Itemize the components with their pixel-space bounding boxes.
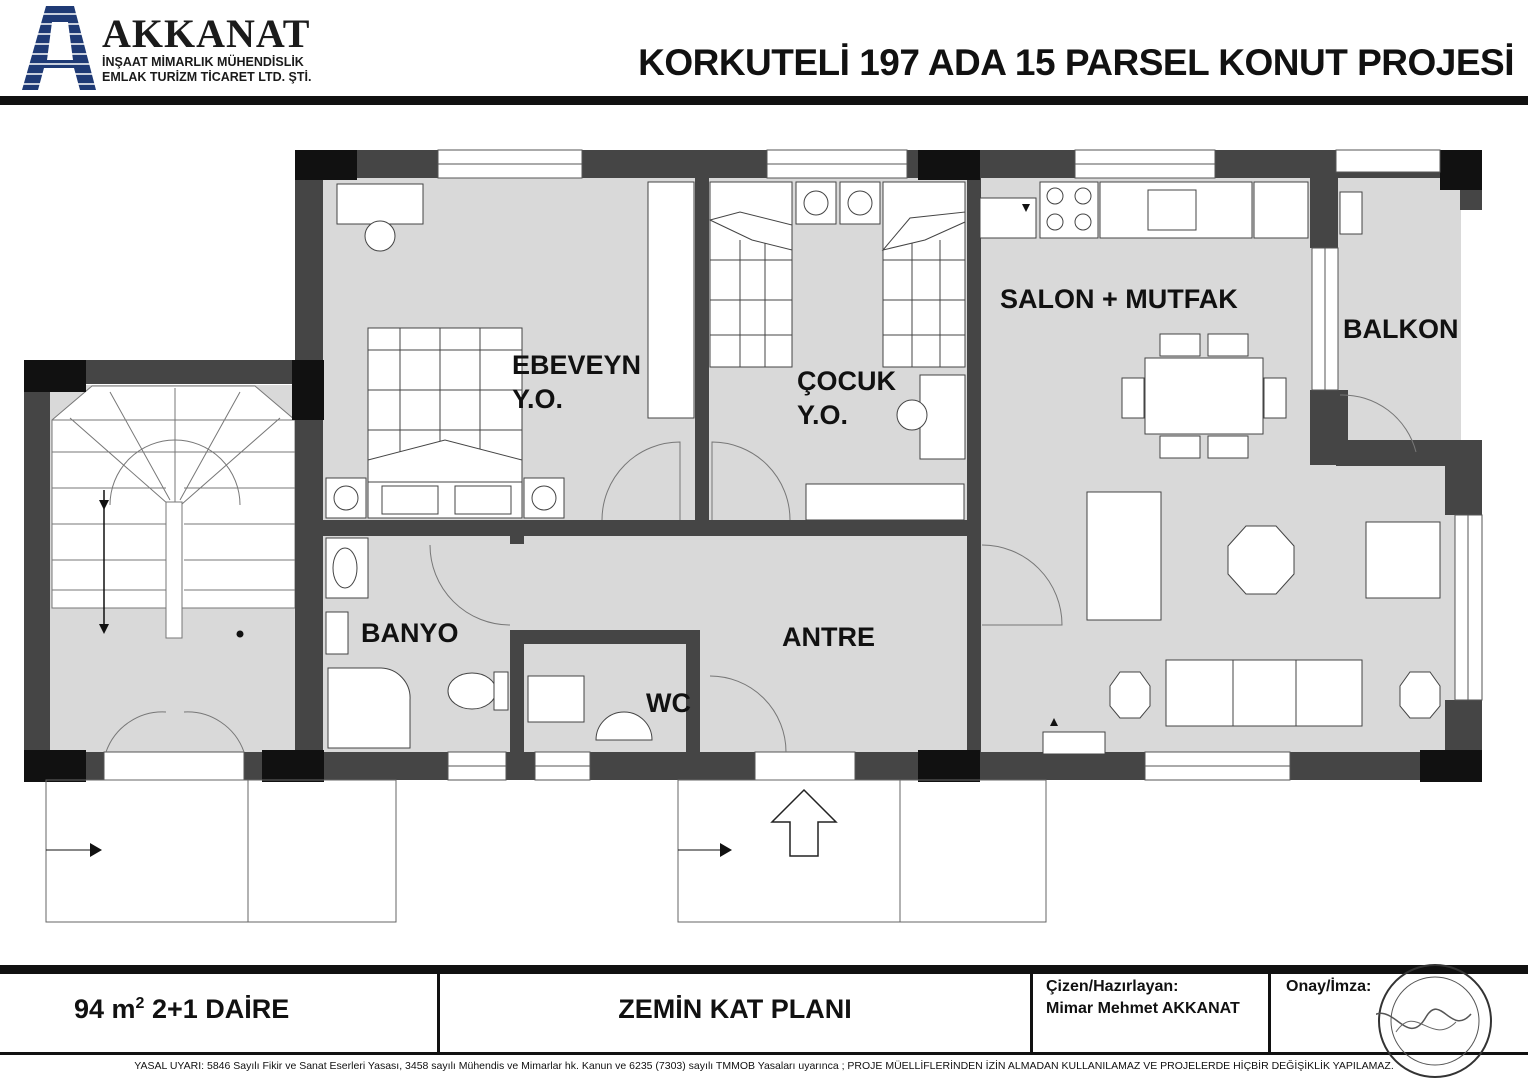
approval-label: Onay/İmza:	[1286, 978, 1372, 995]
entrance-arrow-icon	[772, 790, 836, 856]
room-label-cocuk	[797, 364, 896, 432]
logo-company-name: AKKANAT	[102, 11, 311, 56]
title-block-divider	[1268, 974, 1271, 1052]
drawn-by-label: Çizen/Hazırlayan:	[1046, 978, 1179, 995]
drawing-title: ZEMİN KAT PLANI	[618, 994, 852, 1024]
room-label-wc: WC	[646, 688, 691, 718]
title-block-bottom-rule	[0, 1052, 1528, 1055]
legal-notice: YASAL UYARI: 5846 Sayılı Fikir ve Sanat Eserleri Yasası, 3458 sayılı Mühendis ve Mimarlar hk. Kanun ve 6235 (7303) sayılı TMMOB Yasaları uyarınca ; PROJE MÜELLİFLERİNDEN İZİN ALMADAN KULLANILAMAZ VE PROJELERDE HİÇBİR DEĞİŞİKLİK YAPILAMAZ.	[134, 1060, 1394, 1072]
entrance-landings	[46, 780, 1046, 922]
title-block-divider	[1030, 974, 1033, 1052]
room-label-ebeveyn-line1: EBEVEYN	[512, 350, 642, 380]
room-label-antre: ANTRE	[782, 622, 875, 652]
logo-subtitle-line1: İNŞAAT MİMARLIK MÜHENDİSLİK	[102, 55, 304, 69]
title-block-top-rule	[0, 965, 1528, 974]
floor-plan-drawing	[0, 110, 1528, 960]
room-label-ebeveyn	[512, 348, 641, 416]
apartment-area-label	[74, 994, 289, 1025]
room-label-salon: SALON + MUTFAK	[1000, 284, 1238, 314]
staircase	[52, 386, 295, 638]
room-label-cocuk-line2: Y.O.	[797, 400, 849, 430]
arrow-right-icon	[90, 843, 102, 857]
drawn-by-name: Mimar Mehmet AKKANAT	[1046, 1000, 1240, 1017]
company-logo	[22, 4, 352, 92]
project-title: KORKUTELİ 197 ADA 15 PARSEL KONUT PROJESİ	[638, 42, 1514, 83]
area-superscript: 2	[135, 995, 145, 1012]
header-divider	[0, 96, 1528, 105]
arrow-right-icon	[720, 843, 732, 857]
room-label-banyo: BANYO	[361, 618, 459, 648]
room-label-cocuk-line1: ÇOCUK	[797, 366, 896, 396]
logo-a-icon	[22, 4, 98, 92]
logo-subtitle-line2: EMLAK TURİZM TİCARET LTD. ŞTİ.	[102, 70, 312, 84]
room-label-ebeveyn-line2: Y.O.	[512, 384, 564, 414]
room-label-balkon: BALKON	[1343, 314, 1459, 344]
area-rest: 2+1 DAİRE	[144, 994, 290, 1024]
area-number: 94 m	[74, 994, 136, 1024]
